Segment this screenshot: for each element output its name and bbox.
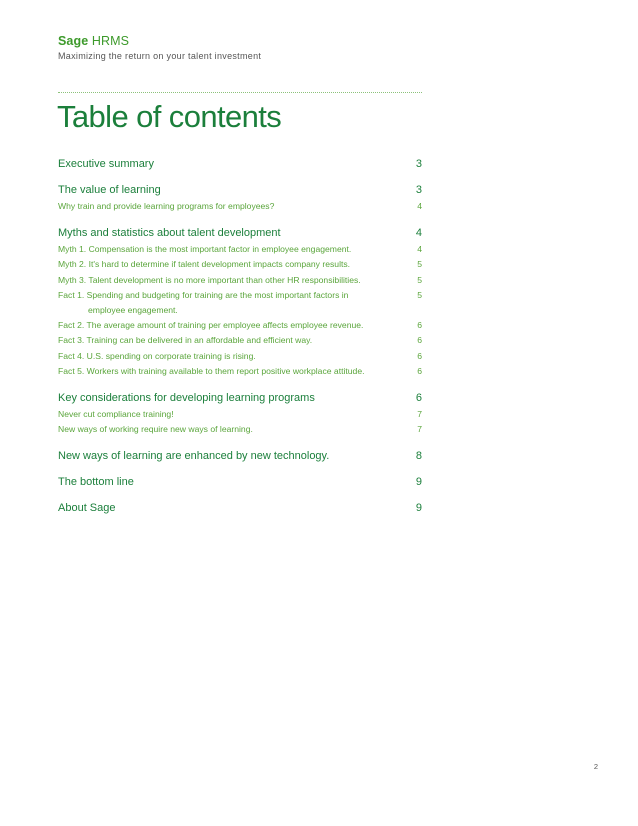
toc-subentry-label: Never cut compliance training! bbox=[58, 409, 174, 420]
brand-name-product: HRMS bbox=[88, 34, 130, 48]
dotted-divider bbox=[58, 92, 422, 93]
toc-entry-label: Executive summary bbox=[58, 158, 154, 170]
brand-name-bold: Sage bbox=[58, 34, 89, 48]
toc-subentry-page: 7 bbox=[417, 424, 422, 435]
toc-subentry-page: 4 bbox=[417, 201, 422, 211]
toc-entry[interactable] bbox=[58, 501, 422, 515]
toc-section-key-considerations bbox=[58, 391, 422, 437]
toc-subentry-page: 6 bbox=[417, 350, 422, 361]
toc-subentry-label-line1: Fact 1. Spending and budgeting for training are the most important factors in bbox=[58, 289, 349, 300]
toc-entry[interactable] bbox=[58, 449, 422, 463]
toc-entry[interactable] bbox=[58, 226, 422, 240]
page-title: Table of contents bbox=[57, 99, 282, 134]
toc-subentry-label: Myth 2. It's hard to determine if talent development impacts company results. bbox=[58, 259, 351, 270]
toc-subentry[interactable] bbox=[58, 364, 422, 379]
toc-entry[interactable] bbox=[58, 391, 422, 405]
toc-entry-label: About Sage bbox=[58, 502, 116, 515]
toc-subentry-label: Fact 2. The average amount of training per employee affects employee revenue. bbox=[58, 320, 364, 331]
toc-subentry-page: 5 bbox=[417, 274, 422, 285]
toc-subentry[interactable] bbox=[58, 257, 422, 272]
toc-subentry-page: 6 bbox=[417, 365, 422, 376]
toc-section-about-sage bbox=[58, 501, 422, 515]
toc-subentry[interactable] bbox=[58, 288, 422, 318]
toc-subentry[interactable] bbox=[58, 349, 422, 364]
toc-entry-page: 4 bbox=[415, 227, 422, 240]
toc-subentry-label: Fact 4. U.S. spending on corporate training is rising. bbox=[58, 350, 256, 361]
toc-entry[interactable] bbox=[58, 183, 422, 197]
toc-entry-page: 9 bbox=[415, 502, 422, 515]
toc-section-myths bbox=[58, 226, 422, 379]
toc-section-executive-summary bbox=[58, 157, 422, 171]
toc-subentry[interactable] bbox=[58, 273, 422, 288]
toc-entry-page: 9 bbox=[415, 476, 422, 489]
toc-subentry[interactable] bbox=[58, 242, 422, 257]
toc-entry-label: New ways of learning are enhanced by new technology. bbox=[58, 450, 330, 463]
toc-subentry-page: 4 bbox=[417, 244, 422, 255]
toc-subentry[interactable] bbox=[58, 333, 422, 348]
toc-entry-page: 8 bbox=[415, 450, 422, 463]
toc-section-new-ways bbox=[58, 449, 422, 463]
document-header bbox=[58, 34, 261, 62]
toc-subentry-label: Why train and provide learning programs for employees? bbox=[58, 201, 275, 211]
toc-entry-page: 3 bbox=[415, 158, 422, 170]
toc-entry-label: The bottom line bbox=[58, 476, 134, 489]
toc-entry[interactable] bbox=[58, 475, 422, 489]
toc-subentry-label bbox=[58, 288, 348, 318]
toc-subentry-label-line2: employee engagement. bbox=[88, 305, 178, 316]
toc-entry-label: Myths and statistics about talent development bbox=[58, 227, 281, 240]
page-number: 2 bbox=[593, 762, 598, 771]
toc-entry-page: 3 bbox=[415, 184, 422, 196]
toc-entry-page: 6 bbox=[415, 392, 422, 405]
brand-logo bbox=[58, 34, 261, 48]
toc-subentry[interactable] bbox=[58, 199, 422, 214]
toc-subentry-page: 6 bbox=[417, 335, 422, 346]
toc-entry-label: Key considerations for developing learning programs bbox=[58, 392, 315, 405]
toc-subentry-label: Myth 1. Compensation is the most important factor in employee engagement. bbox=[58, 244, 352, 255]
toc-subentry-label: Fact 5. Workers with training available to them report positive workplace attitude. bbox=[58, 365, 365, 376]
toc-subentry-page: 5 bbox=[417, 259, 422, 270]
toc-subentry-page: 6 bbox=[417, 320, 422, 331]
toc-subentry-label: New ways of working require new ways of learning. bbox=[58, 424, 253, 435]
toc-entry[interactable] bbox=[58, 157, 422, 171]
toc-subentry[interactable] bbox=[58, 422, 422, 437]
toc-subentry[interactable] bbox=[58, 318, 422, 333]
toc-section-value-of-learning bbox=[58, 183, 422, 214]
toc-subentry-page: 7 bbox=[417, 409, 422, 420]
toc-section-bottom-line bbox=[58, 475, 422, 489]
toc-subentry-page: 5 bbox=[417, 289, 422, 300]
toc-subentry[interactable] bbox=[58, 407, 422, 422]
toc-subentry-label: Myth 3. Talent development is no more important than other HR responsibilities. bbox=[58, 274, 361, 285]
document-subtitle: Maximizing the return on your talent investment bbox=[58, 51, 262, 61]
toc-entry-label: The value of learning bbox=[58, 184, 161, 196]
toc-subentry-label: Fact 3. Training can be delivered in an affordable and efficient way. bbox=[58, 335, 313, 346]
table-of-contents bbox=[58, 157, 422, 527]
